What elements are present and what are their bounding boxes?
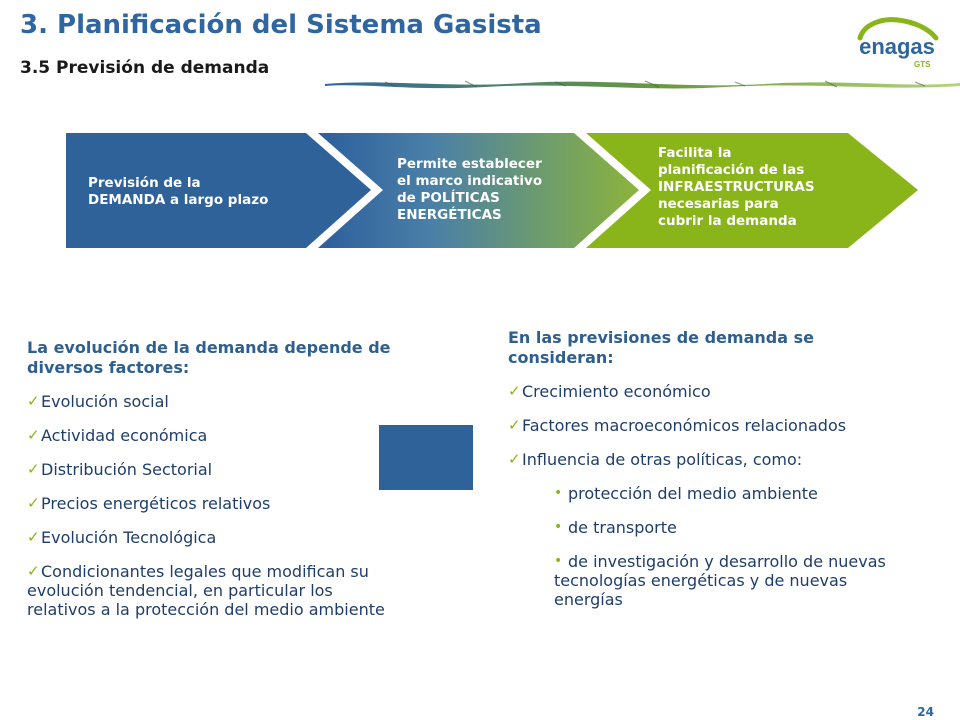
list-item: ✓ Crecimiento económico [508,382,711,401]
check-icon: ✓ [27,528,40,546]
decorative-stripe [325,76,960,92]
list-item: ✓ Evolución social [27,392,169,411]
bullet-icon: • [554,553,563,569]
check-icon: ✓ [508,416,521,434]
right-heading: En las previsiones de demanda se consideran: [508,328,814,367]
list-item: ✓ Influencia de otras políticas, como: [508,450,803,469]
check-icon: ✓ [27,392,40,410]
logo-brand: enagas [859,34,935,59]
list-item: ✓ Distribución Sectorial [27,460,213,479]
check-icon: ✓ [27,426,40,444]
sub-list-item: • de transporte [554,518,677,537]
list-item: ✓ Actividad económica [27,426,208,445]
arrow-text-3: Facilita la planificación de las INFRAESTRUCTURAS necesarias para cubrir la demanda [658,145,815,229]
left-heading: La evolución de la demanda depende de diversos factores: [27,338,391,377]
arrow-text-1: Previsión de la DEMANDA a largo plazo [88,175,269,208]
list-item: ✓ Factores macroeconómicos relacionados [508,416,847,435]
list-item: ✓ Evolución Tecnológica [27,528,217,547]
bullet-icon: • [554,519,563,535]
list-item: ✓ Condicionantes legales que modifican su evolución tendencial, en particular los relativos a la protección del medio ambiente [27,562,385,619]
bullet-icon: • [554,485,563,501]
check-icon: ✓ [508,450,521,468]
check-icon: ✓ [508,382,521,400]
check-icon: ✓ [27,460,40,478]
page-title: 3. Planificación del Sistema Gasista [20,10,542,40]
check-icon: ✓ [27,494,40,512]
sub-list-item: • de investigación y desarrollo de nuevas tecnologías energéticas y de nuevas energías [554,552,886,609]
page-subtitle: 3.5 Previsión de demanda [20,58,270,78]
check-icon: ✓ [27,562,40,580]
arrow-text-2: Permite establecer el marco indicativo de POLÍTICAS ENERGÉTICAS [397,156,543,223]
list-item: ✓ Precios energéticos relativos [27,494,271,513]
connector-box [379,425,473,490]
page-number: 24 [917,705,934,719]
right-considerations [508,328,948,609]
sub-list-item: • protección del medio ambiente [554,484,818,503]
logo-tag: GTS [914,60,931,69]
enagas-logo [852,14,942,74]
